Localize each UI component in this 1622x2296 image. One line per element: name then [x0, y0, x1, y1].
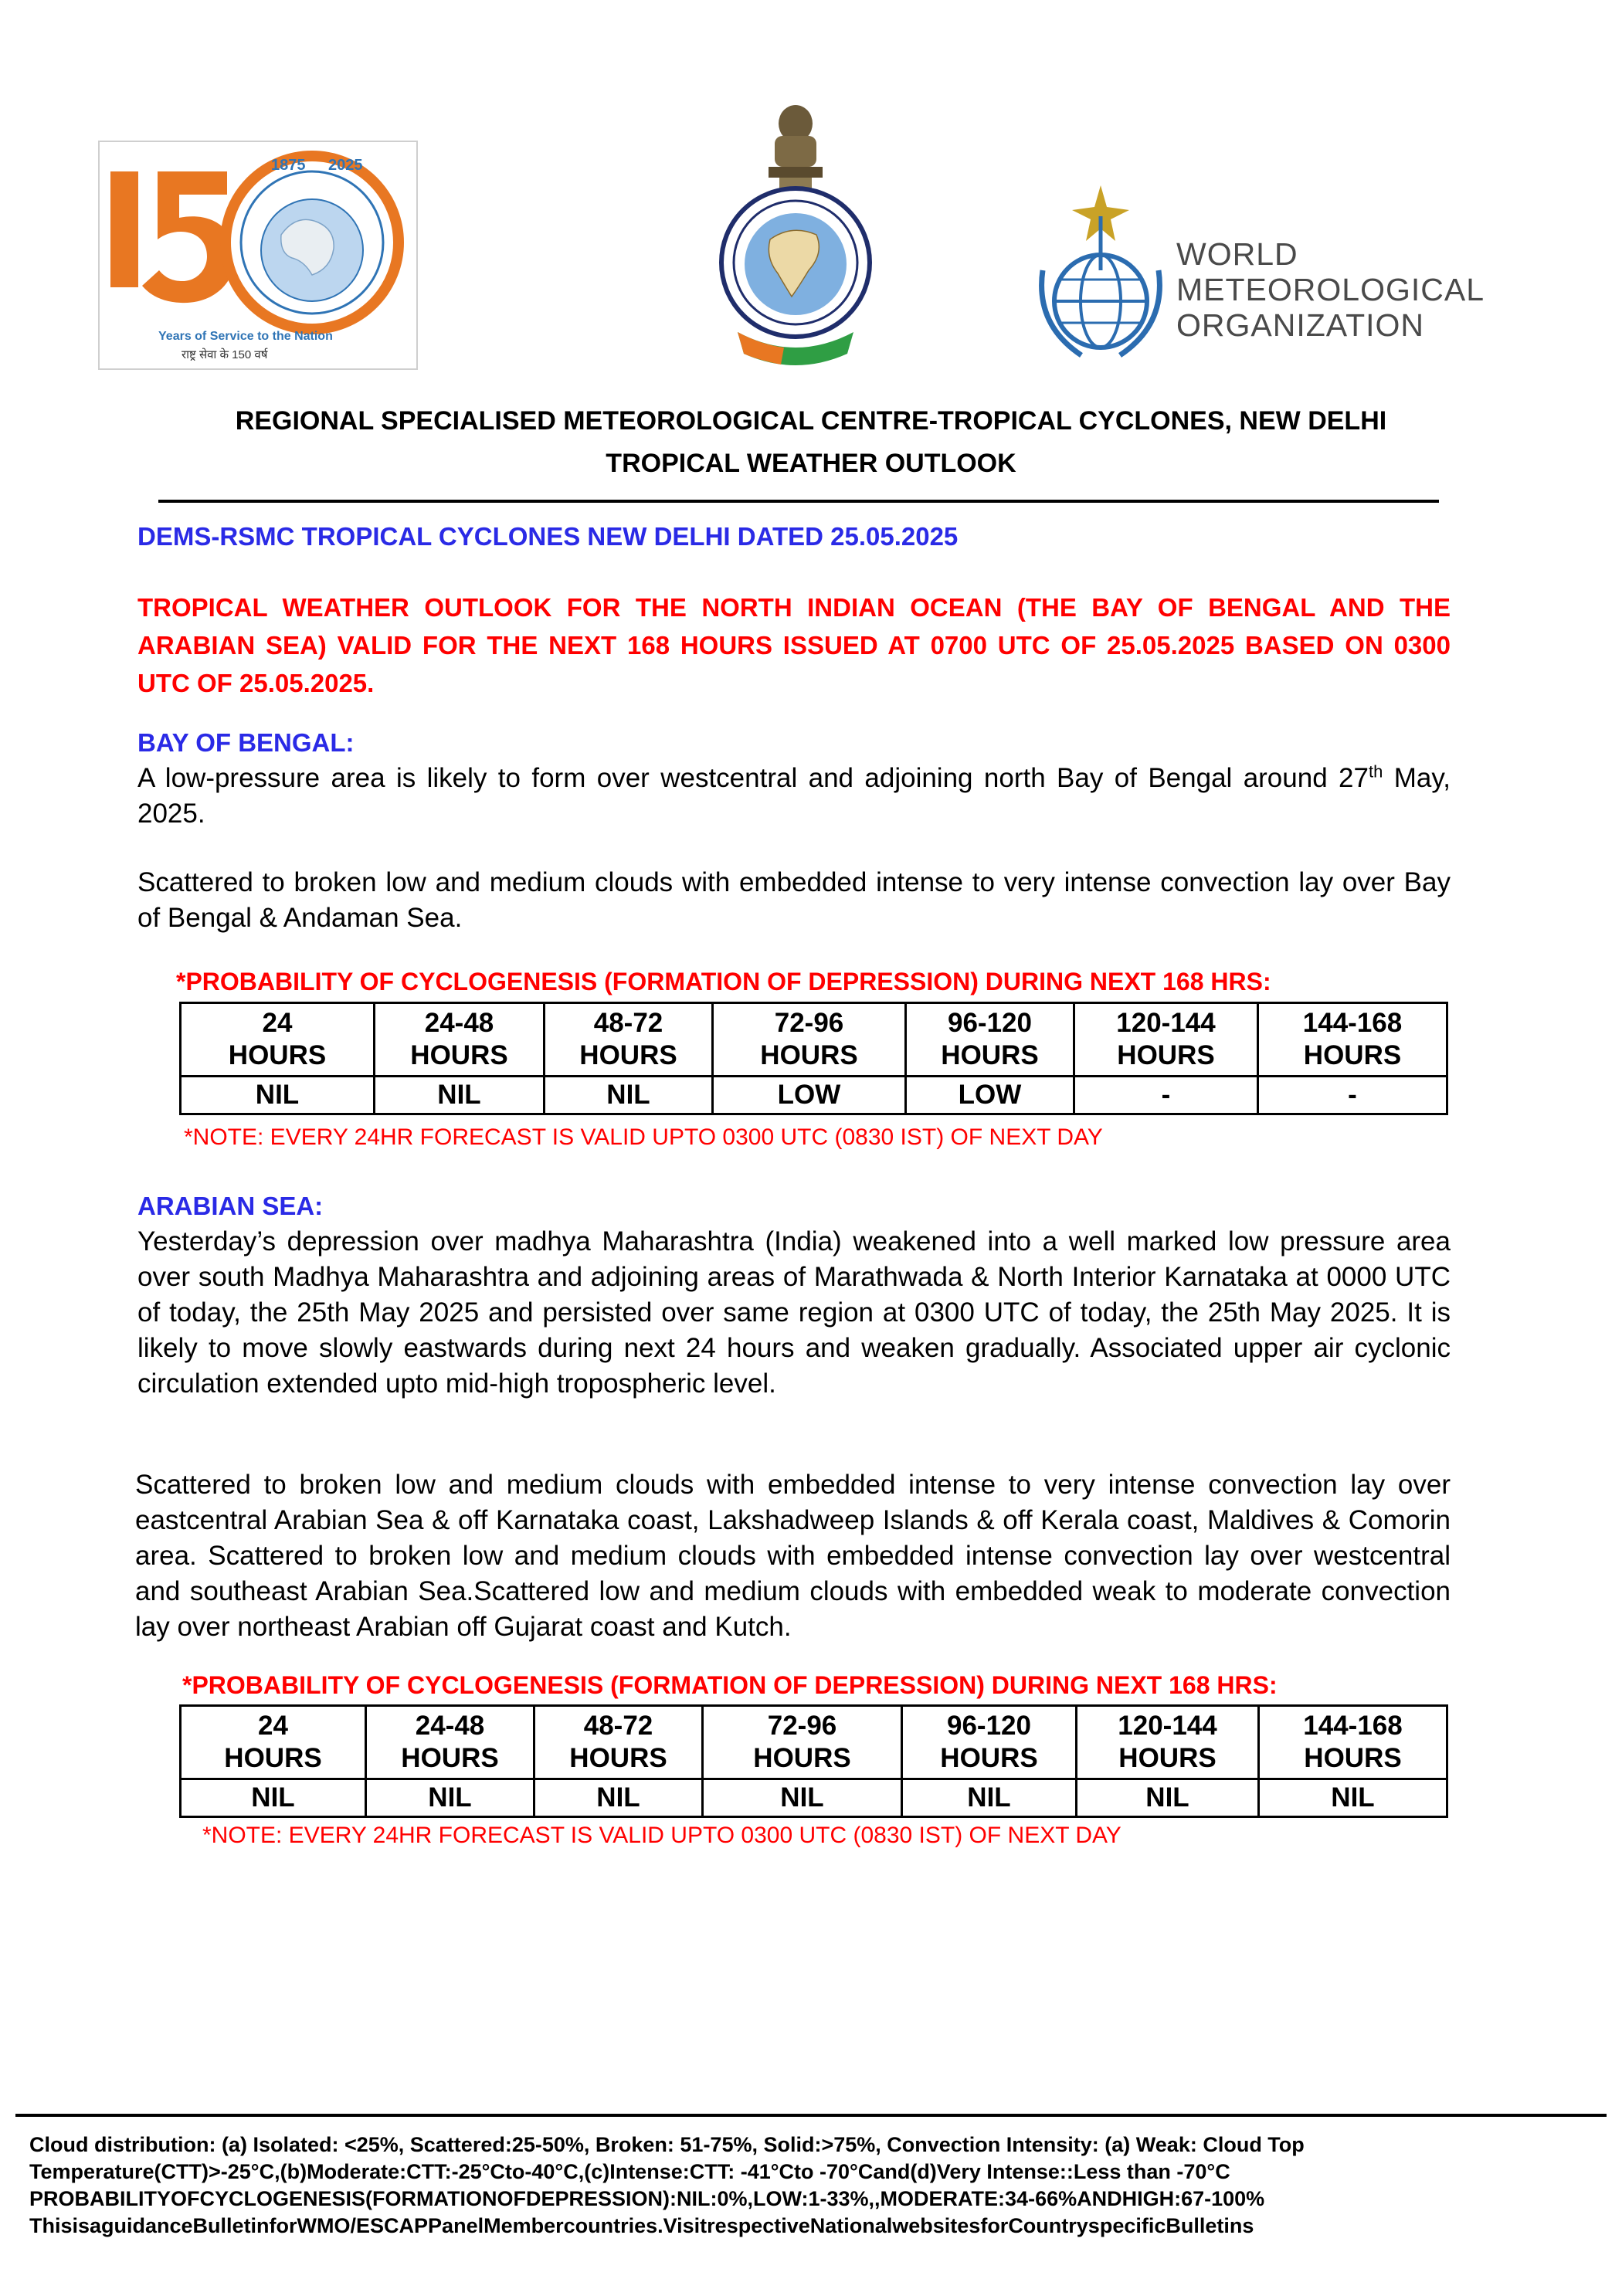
- bob-value-cell: -: [1074, 1077, 1258, 1114]
- bob-value-cell: NIL: [545, 1077, 713, 1114]
- bob-header-range: 24: [262, 1008, 293, 1038]
- bob-header-unit: HOURS: [941, 1040, 1039, 1070]
- arabian-sea-paragraph-2: Scattered to broken low and medium clouds with embedded intense to very intense convection lay over eastcentral Arabian Sea & off Karnataka coast, Lakshadweep Islands & off Kerala coast, Maldives & Comorin area. Scattered to broken low and medium clouds with embedded intense convection lay over westcentral and southeast Arabian Sea.Scattered low and medium clouds with embedded weak to moderate convection lay over northeast Arabian off Gujarat coast and Kutch.: [135, 1470, 1451, 1642]
- bob-header-range: 120-144: [1116, 1008, 1216, 1038]
- bob-header-cell: [375, 1003, 545, 1077]
- as-value-cell: NIL: [366, 1779, 534, 1817]
- as-note: *NOTE: EVERY 24HR FORECAST IS VALID UPTO 0300 UTC (0830 IST) OF NEXT DAY: [202, 1823, 1121, 1848]
- bay-of-bengal-paragraph-2: Scattered to broken low and medium clouds with embedded intense to very intense convection lay over Bay of Bengal & Andaman Sea.: [137, 867, 1451, 933]
- bob-header-range: 144-168: [1302, 1008, 1403, 1038]
- as-header-cell: [534, 1706, 703, 1779]
- footer-line-2: Temperature(CTT)>-25°C,(b)Moderate:CTT:-25°Cto-40°C,(c)Intense:CTT: -41°Cto -70°Cand(d)Very Intense::Less than -70°C: [29, 2160, 1230, 2183]
- bob-header-cell: [713, 1003, 906, 1077]
- as-table-value-row: [181, 1779, 1447, 1817]
- wmo-line-2: METEOROLOGICAL: [1176, 272, 1485, 307]
- bob-header-range: 24-48: [424, 1008, 494, 1038]
- as-value-cell: NIL: [902, 1779, 1077, 1817]
- bob-value-cell: -: [1258, 1077, 1447, 1114]
- as-header-range: 120-144: [1118, 1711, 1217, 1741]
- as-header-cell: [902, 1706, 1077, 1779]
- header-title: REGIONAL SPECIALISED METEOROLOGICAL CENTRE-TROPICAL CYCLONES, NEW DELHI: [235, 406, 1387, 436]
- bob-para1-text-end: May, 2025.: [137, 763, 1451, 829]
- imd-emblem-logo: [714, 100, 877, 371]
- bob-header-unit: HOURS: [410, 1040, 508, 1070]
- bob-probability-title: *PROBABILITY OF CYCLOGENESIS (FORMATION OF DEPRESSION) DURING NEXT 168 HRS:: [176, 968, 1271, 995]
- bob-header-cell: [181, 1003, 375, 1077]
- wmo-line-3: ORGANIZATION: [1176, 307, 1425, 343]
- header-divider: [158, 500, 1439, 503]
- footer-line-3: PROBABILITYOFCYCLOGENESIS(FORMATIONOFDEPRESSION):NIL:0%,LOW:1-33%,,MODERATE:34-66%ANDHIGH:67-100%: [29, 2187, 1265, 2210]
- as-header-cell: [366, 1706, 534, 1779]
- wmo-line-1: WORLD: [1176, 236, 1298, 272]
- logo-caption: Years of Service to the Nation: [158, 330, 333, 343]
- bob-header-cell: [1258, 1003, 1447, 1077]
- as-value-cell: NIL: [1077, 1779, 1259, 1817]
- bob-para1-sup: th: [1369, 761, 1383, 782]
- bob-header-cell: [545, 1003, 713, 1077]
- as-table-header-row: [181, 1706, 1447, 1779]
- logo-caption-hindi: राष्ट्र सेवा के 150 वर्ष: [182, 348, 268, 361]
- footer-line-1: Cloud distribution: (a) Isolated: <25%, Scattered:25-50%, Broken: 51-75%, Solid:>75%, Convection Intensity: (a) Weak: Cloud Top: [29, 2133, 1305, 2156]
- bob-para1-text: A low-pressure area is likely to form over westcentral and adjoining north Bay of Bengal around 27: [137, 763, 1369, 793]
- arabian-sea-paragraph-1: Yesterday’s depression over madhya Maharashtra (India) weakened into a well marked low pressure area over south Madhya Maharashtra and adjoining areas of Marathwada & North Interior Karnataka at 0000 UTC of today, the 25th May 2025 and persisted over same region at 0300 UTC of today, the 25th May 2025. It is likely to move slowly eastwards during next 24 hours and weaken gradually. Associated upper air cyclonic circulation extended upto mid-high tropospheric level.: [137, 1226, 1451, 1399]
- bay-of-bengal-paragraph-1: [137, 761, 1451, 832]
- wmo-globe-icon: [1027, 185, 1174, 371]
- bob-note: *NOTE: EVERY 24HR FORECAST IS VALID UPTO 0300 UTC (0830 IST) OF NEXT DAY: [184, 1124, 1103, 1150]
- bob-header-cell: [1074, 1003, 1258, 1077]
- arabian-sea-heading: ARABIAN SEA:: [137, 1192, 324, 1220]
- as-header-cell: [703, 1706, 902, 1779]
- as-header-cell: [1259, 1706, 1447, 1779]
- as-probability-title: *PROBABILITY OF CYCLOGENESIS (FORMATION OF DEPRESSION) DURING NEXT 168 HRS:: [182, 1671, 1278, 1699]
- as-header-unit: HOURS: [224, 1743, 322, 1773]
- as-header-unit: HOURS: [1118, 1743, 1216, 1773]
- bob-header-cell: [906, 1003, 1074, 1077]
- wmo-logo: [1027, 185, 1485, 371]
- bob-header-unit: HOURS: [228, 1040, 327, 1070]
- as-header-cell: [1077, 1706, 1259, 1779]
- bob-value-cell: NIL: [375, 1077, 545, 1114]
- bay-of-bengal-heading: BAY OF BENGAL:: [137, 728, 355, 757]
- bob-header-range: 72-96: [774, 1008, 844, 1038]
- as-header-unit: HOURS: [401, 1743, 499, 1773]
- bob-header-range: 96-120: [948, 1008, 1032, 1038]
- as-value-cell: NIL: [1259, 1779, 1447, 1817]
- bob-value-cell: NIL: [181, 1077, 375, 1114]
- as-value-cell: NIL: [181, 1779, 366, 1817]
- bob-header-unit: HOURS: [760, 1040, 858, 1070]
- bob-probability-table: [179, 1002, 1448, 1115]
- logo-year-end: 2025: [328, 157, 363, 174]
- bob-header-unit: HOURS: [579, 1040, 677, 1070]
- as-value-cell: NIL: [534, 1779, 703, 1817]
- as-header-unit: HOURS: [569, 1743, 667, 1773]
- as-header-range: 72-96: [767, 1711, 837, 1741]
- as-header-unit: HOURS: [940, 1743, 1038, 1773]
- as-header-range: 144-168: [1303, 1711, 1403, 1741]
- bob-header-range: 48-72: [593, 1008, 663, 1038]
- bob-value-cell: LOW: [713, 1077, 906, 1114]
- as-probability-table: [179, 1704, 1448, 1818]
- dated-line: DEMS-RSMC TROPICAL CYCLONES NEW DELHI DATED 25.05.2025: [137, 522, 959, 551]
- header-subtitle: TROPICAL WEATHER OUTLOOK: [606, 449, 1016, 478]
- lion-capital-emblem-icon: [714, 100, 877, 371]
- bob-header-unit: HOURS: [1117, 1040, 1215, 1070]
- wmo-wordmark: [1176, 236, 1485, 343]
- bob-table-header-row: [181, 1003, 1447, 1077]
- as-header-range: 24: [258, 1711, 288, 1741]
- as-value-cell: NIL: [703, 1779, 902, 1817]
- as-header-unit: HOURS: [753, 1743, 851, 1773]
- imd-150-years-logo: [98, 141, 418, 370]
- as-header-range: 24-48: [415, 1711, 485, 1741]
- footer-line-4: ThisisaguidanceBulletinforWMO/ESCAPPanelMembercountries.VisitrespectiveNationalwebsitesforCountryspecificBulletins: [29, 2214, 1254, 2237]
- outlook-title: TROPICAL WEATHER OUTLOOK FOR THE NORTH INDIAN OCEAN (THE BAY OF BENGAL AND THE ARABIAN SEA) VALID FOR THE NEXT 168 HOURS ISSUED AT 0700 UTC OF 25.05.2025 BASED ON 0300 UTC OF 25.05.2025.: [137, 593, 1451, 697]
- bob-header-unit: HOURS: [1303, 1040, 1402, 1070]
- bob-value-cell: LOW: [906, 1077, 1074, 1114]
- as-header-range: 96-120: [947, 1711, 1031, 1741]
- imd-150-logo-graphic: [100, 142, 416, 368]
- footer-divider: [15, 2114, 1607, 2117]
- bob-table-value-row: [181, 1077, 1447, 1114]
- as-header-cell: [181, 1706, 366, 1779]
- footer-legend: [29, 2132, 1597, 2240]
- as-header-range: 48-72: [583, 1711, 653, 1741]
- as-header-unit: HOURS: [1304, 1743, 1402, 1773]
- logo-year-start: 1875: [271, 157, 306, 174]
